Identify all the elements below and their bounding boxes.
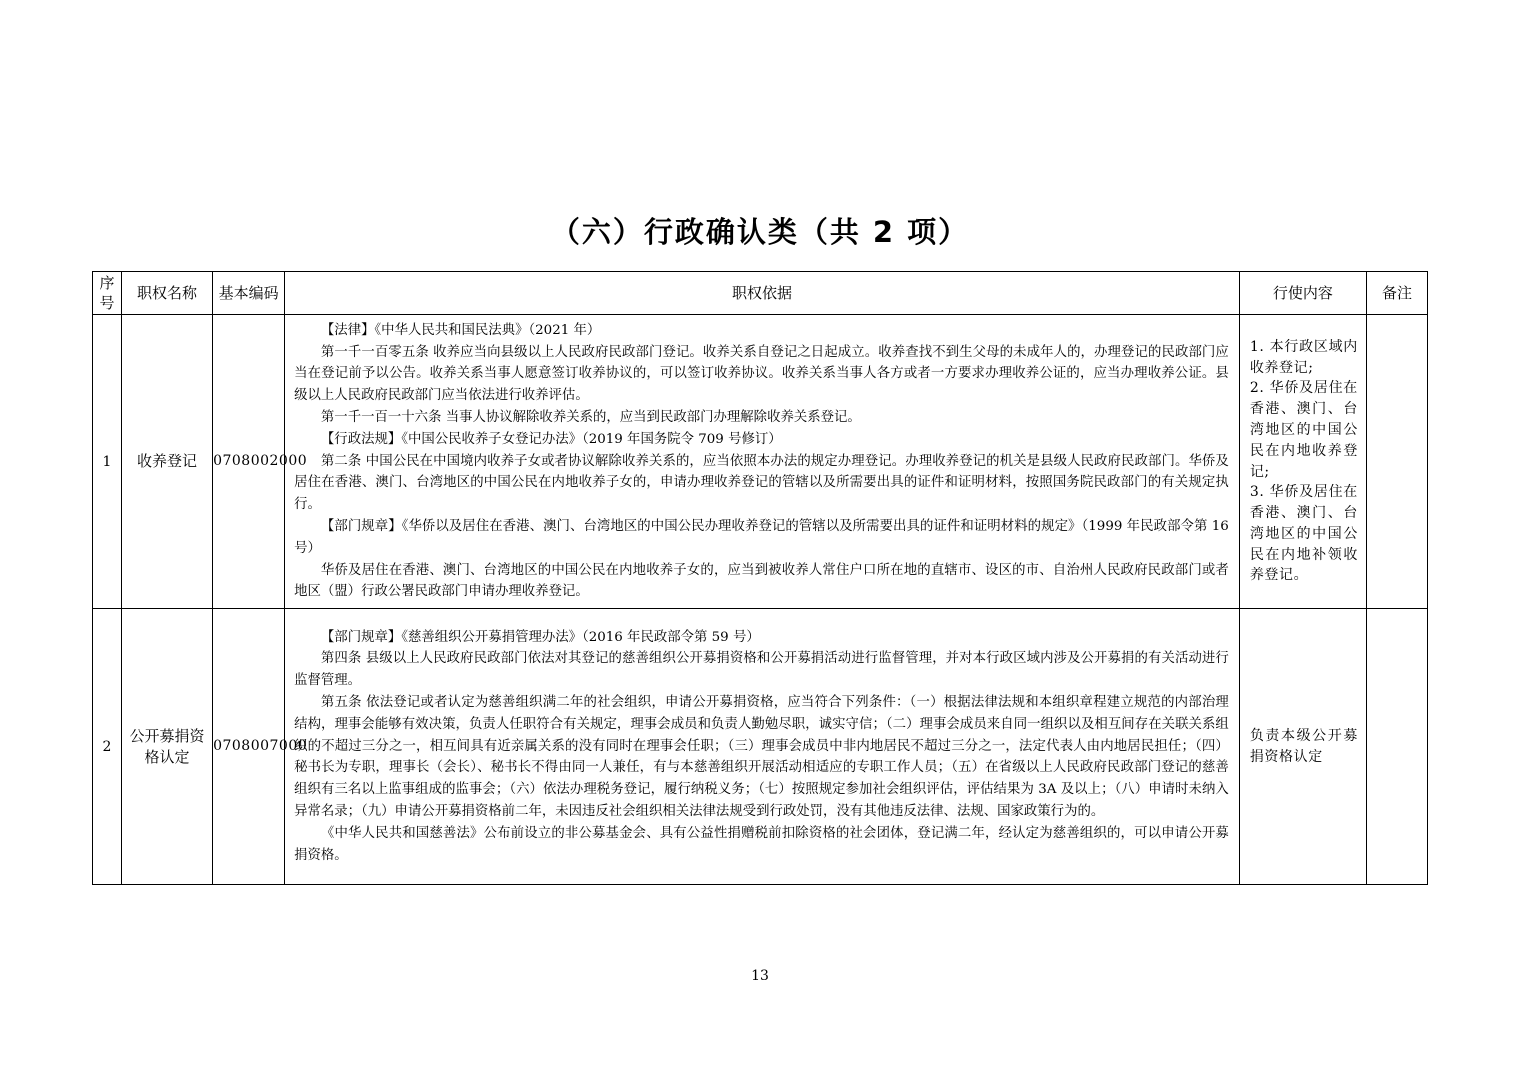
header-seq: 序号 (93, 272, 122, 315)
table-header-row (93, 272, 1428, 315)
basis-paragraph: 【法律】《中华人民共和国民法典》（2021 年） (320, 322, 601, 338)
basis-paragraph: 第一千一百零五条 收养应当向县级以上人民政府民政部门登记。收养关系自登记之日起成立。收养查找不到生父母的未成年人的，办理登记的民政部门应当在登记前予以公告。收养关系当事人愿意签订收养协议的，可以签订收养协议。收养关系当事人各方或者一方要求办理收养公证的，应当办理收养公证。县级以上人民政府民政部门应当依法进行收养评估。 (294, 344, 1229, 404)
row-seq: 1 (93, 315, 122, 609)
row-note (1366, 315, 1427, 609)
header-content: 行使内容 (1239, 272, 1366, 315)
table-row (93, 315, 1428, 609)
row-basis (285, 609, 1240, 885)
header-name: 职权名称 (122, 272, 213, 315)
row-name: 收养登记 (122, 315, 213, 609)
row-note (1366, 609, 1427, 885)
basis-paragraph: 【行政法规】《中国公民收养子女登记办法》（2019 年国务院令 709 号修订） (320, 431, 782, 447)
basis-paragraph: 第四条 县级以上人民政府民政部门依法对其登记的慈善组织公开募捐资格和公开募捐活动进行监督管理，并对本行政区域内涉及公开募捐的有关活动进行监督管理。 (294, 651, 1229, 689)
basis-paragraph: 【部门规章】《慈善组织公开募捐管理办法》（2016 年民政部令第 59 号） (320, 629, 760, 645)
basis-paragraph: 第一千一百一十六条 当事人协议解除收养关系的，应当到民政部门办理解除收养关系登记。 (320, 410, 861, 425)
header-note: 备注 (1366, 272, 1427, 315)
basis-paragraph: 【部门规章】《华侨以及居住在香港、澳门、台湾地区的中国公民办理收养登记的管辖以及所需要出具的证件和证明材料的规定》（1999 年民政部令第 16 号） (294, 518, 1229, 556)
authority-table (92, 271, 1428, 885)
row-code: 0708002000 (213, 315, 285, 609)
header-code: 基本编码 (213, 272, 285, 315)
row-content: 1. 本行政区域内收养登记; 2. 华侨及居住在香港、澳门、台湾地区的中国公民在内地收养登记; 3. 华侨及居住在香港、澳门、台湾地区的中国公民在内地补领收养登记。 (1239, 315, 1366, 609)
page-number: 13 (751, 968, 769, 984)
row-code: 0708007000 (213, 609, 285, 885)
table-row (93, 609, 1428, 885)
row-basis (285, 315, 1240, 609)
row-name: 公开募捐资格认定 (122, 609, 213, 885)
page-title: （六）行政确认类（共 2 项） (550, 215, 970, 249)
basis-paragraph: 第五条 依法登记或者认定为慈善组织满二年的社会组织，申请公开募捐资格，应当符合下列条件：（一）根据法律法规和本组织章程建立规范的内部治理结构，理事会能够有效决策，负责人任职符合有关规定，理事会成员和负责人勤勉尽职，诚实守信；（二）理事会成员来自同一组织以及相互间存在关联关系组织的不超过三分之一，相互间具有近亲属关系的没有同时在理事会任职；（三）理事会成员中非内地居民不超过三分之一，法定代表人由内地居民担任；（四）秘书长为专职，理事长（会长）、秘书长不得由同一人兼任，有与本慈善组织开展活动相适应的专职工作人员；（五）在省级以上人民政府民政部门登记的慈善组织有三名以上监事组成的监事会；（六）依法办理税务登记，履行纳税义务；（七）按照规定参加社会组织评估，评估结果为 3A 及以上；（八）申请时未纳入异常名录；（九）申请公开募捐资格前二年，未因违反社会组织相关法律法规受到行政处罚，没有其他违反法律、法规、国家政策行为的。 (294, 695, 1229, 819)
basis-paragraph: 第二条 中国公民在中国境内收养子女或者协议解除收养关系的，应当依照本办法的规定办理登记。办理收养登记的机关是县级人民政府民政部门。华侨及居住在香港、澳门、台湾地区的中国公民在内地收养子女的，申请办理收养登记的管辖以及所需要出具的证件和证明材料，按照国务院民政部门的有关规定执行。 (294, 453, 1229, 513)
basis-paragraph: 《中华人民共和国慈善法》公布前设立的非公募基金会、具有公益性捐赠税前扣除资格的社会团体，登记满二年，经认定为慈善组织的，可以申请公开募捐资格。 (294, 825, 1229, 863)
header-basis: 职权依据 (285, 272, 1240, 315)
row-content: 负责本级公开募捐资格认定 (1239, 609, 1366, 885)
row-seq: 2 (93, 609, 122, 885)
basis-paragraph: 华侨及居住在香港、澳门、台湾地区的中国公民在内地收养子女的，应当到被收养人常住户口所在地的直辖市、设区的市、自治州人民政府民政部门或者地区（盟）行政公署民政部门申请办理收养登记。 (294, 562, 1229, 600)
